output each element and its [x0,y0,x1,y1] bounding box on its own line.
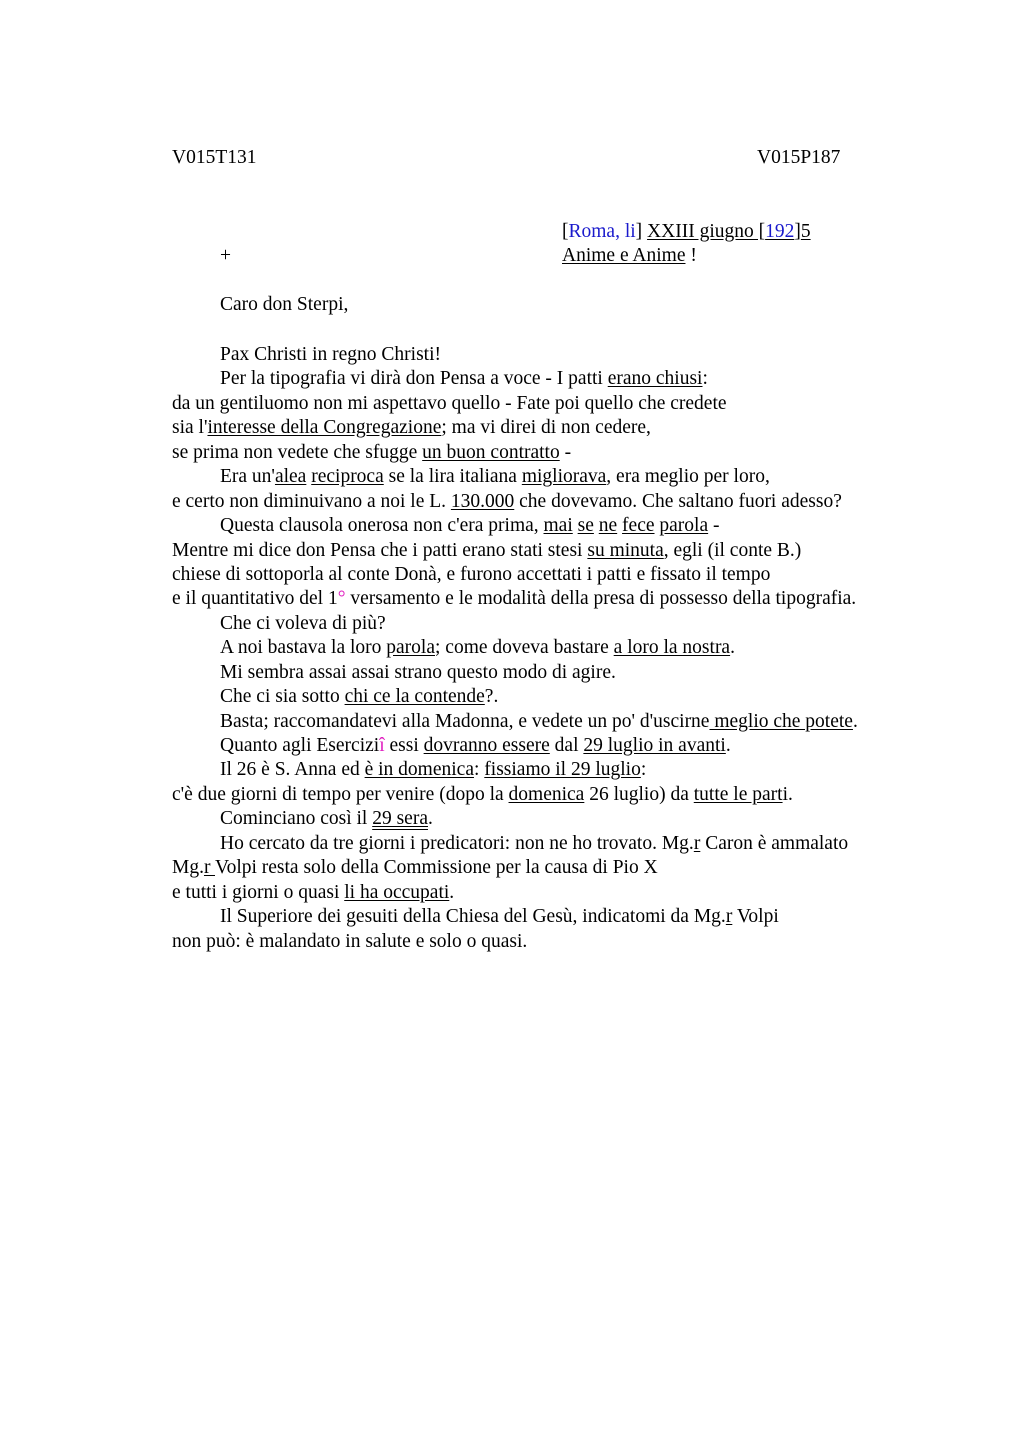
date-text [647,221,811,242]
text-run: . [852,710,858,732]
text-run: non può: è malandato in salute e solo o quasi. [172,930,528,952]
text-run: Per la tipografia vi dirà don Pensa a voce - I patti [220,368,608,390]
marked-text: domenica [508,783,585,805]
body-line [172,636,912,660]
text-run: essi [384,735,424,756]
text-run: e certo non diminuivano a noi le L. [172,490,451,512]
text-run: Mg. [172,857,204,879]
marked-text: 130.000 [450,490,515,512]
place-editorial: Roma, li [568,221,636,242]
text-run: Questa clausola onerosa non c'era prima, [220,515,544,537]
marked-text: a loro la nostra [613,637,731,659]
marked-text: alea [274,466,307,488]
body-line [172,441,912,465]
body-line [172,685,912,709]
text-run: che dovevamo. Che saltano fuori adesso? [514,490,842,512]
marked-text: parola [659,515,709,537]
body-line [172,856,912,880]
text-run: : [640,759,647,781]
year-end: 5 [800,221,811,242]
text-run: i. [782,783,793,805]
marked-text: parola [386,637,435,659]
text-run: : [702,368,708,390]
motto-text: Anime e Anime [562,245,686,266]
body-line [172,734,912,758]
marked-text: r [725,906,733,928]
text-run: Volpi resta solo della Commissione per la causa di Pio X [215,857,658,879]
marked-text: chi ce la contende [344,686,485,708]
text-run: Era un' [220,466,275,488]
text-run: Ho cercato da tre giorni i predicatori: non ne ho trovato. Mg. [220,832,694,854]
body-line [172,563,912,587]
motto-suffix: ! [685,245,697,266]
text-run: Volpi [732,906,779,928]
text-run: e il quantitativo del 1 [172,588,338,610]
marked-text: dovranno essere [423,735,550,756]
marked-text: 29 sera [372,808,428,830]
body-line [172,905,912,929]
marked-text: se [577,515,594,537]
text-run: Il Superiore dei gesuiti della Chiesa del Gesù, indicatomi da Mg. [220,906,726,928]
body-line [172,416,912,440]
text-run: Mentre mi dice don Pensa che i patti erano stati stesi [172,539,588,561]
year-bracket-close: ] [794,221,801,242]
text-run: e tutti i giorni o quasi [172,881,345,903]
body-line [172,587,912,611]
body-line [172,661,912,685]
text-run: . [725,735,731,756]
dateline [562,221,811,243]
text-run: se la lira italiana [383,466,522,488]
text-run: dal [549,735,584,756]
marked-text: ° [337,588,346,610]
marked-text: reciproca [311,466,384,488]
marked-text: migliorava [521,466,607,488]
motto [562,245,697,267]
text-run: . [730,637,735,659]
body-line [172,392,912,416]
marked-text: r [693,832,701,854]
text-run: - [708,515,720,537]
body-line [172,612,912,636]
salutation: Caro don Sterpi, [220,294,349,315]
text-run: Basta; raccomandatevi alla Madonna, e vedete un po' d'uscirne [220,710,710,732]
text-run: Quanto agli Esercizi [220,735,380,756]
text-run: c'è due giorni di tempo per venire (dopo la [172,783,509,805]
text-run: 26 luglio) da [584,783,694,805]
marked-text: meglio che potete [709,710,853,732]
text-run: da un gentiluomo non mi aspettavo quello - Fate poi quello che credete [172,392,727,414]
marked-text: erano chiusi [607,368,703,390]
text-run: - [559,441,572,463]
marked-text: mai [543,515,573,537]
text-run: versamento e le modalità della presa di possesso della tipografia. [345,588,857,610]
body-line [172,710,912,734]
cross-mark: + [220,245,231,266]
body-line [172,465,912,489]
body-line [172,490,912,514]
body-line [172,539,912,563]
marked-text: î [379,735,385,756]
marked-text: è in domenica [364,759,474,781]
year-editorial: 192 [765,221,795,242]
marked-text: su minuta [587,539,664,561]
letter-body [172,343,912,954]
marked-text: tutte le part [693,783,783,805]
text-run: . [449,881,455,903]
body-line [172,758,912,782]
body-line [172,832,912,856]
marked-text: fece [622,515,655,537]
marked-text: ne [598,515,618,537]
text-run: A noi bastava la loro [220,637,387,659]
text-run: se prima non vedete che sfugge [172,441,423,463]
text-run: Pax Christi in regno Christi! [220,344,441,365]
text-run: Che ci voleva di più? [220,612,386,634]
text-run: ; ma vi direi di non cedere, [441,417,651,439]
text-run: sia l' [172,417,208,439]
marked-text: fissiamo il 29 luglio [484,759,641,781]
text-run: , era meglio per loro, [606,466,770,488]
body-line [172,783,912,807]
text-run: . [427,808,433,830]
text-run: ?. [484,686,499,708]
marked-text: un buon contratto [422,441,560,463]
text-run: Cominciano così il [220,808,373,830]
marked-text: li ha occupati [344,881,450,903]
text-run: ; come doveva bastare [435,637,614,659]
marked-text: r [203,857,215,879]
text-run: Mi sembra assai assai strano questo modo di agire. [220,661,616,683]
date-day-month: XXIII giugno [ [647,221,766,242]
body-line [172,367,912,391]
text-run: Caron è ammalato [700,832,849,854]
marked-text: 29 luglio in avanti [583,735,726,756]
document-code-left: V015T131 [172,147,257,168]
bracket-close: ] [635,221,643,242]
bracket-open: [ [562,221,569,242]
text-run: Che ci sia sotto [220,686,345,708]
document-code-right: V015P187 [757,147,841,168]
body-line [172,930,912,954]
body-line [172,881,912,905]
text-run: Il 26 è S. Anna ed [220,759,365,781]
body-line [172,514,912,538]
text-run: , egli (il conte B.) [663,539,802,561]
body-line [172,807,912,831]
text-run: : [473,759,485,781]
body-line [172,343,912,367]
marked-text: interesse della Congregazione [207,417,442,439]
text-run: chiese di sottoporla al conte Donà, e furono accettati i patti e fissato il tempo [172,563,771,585]
